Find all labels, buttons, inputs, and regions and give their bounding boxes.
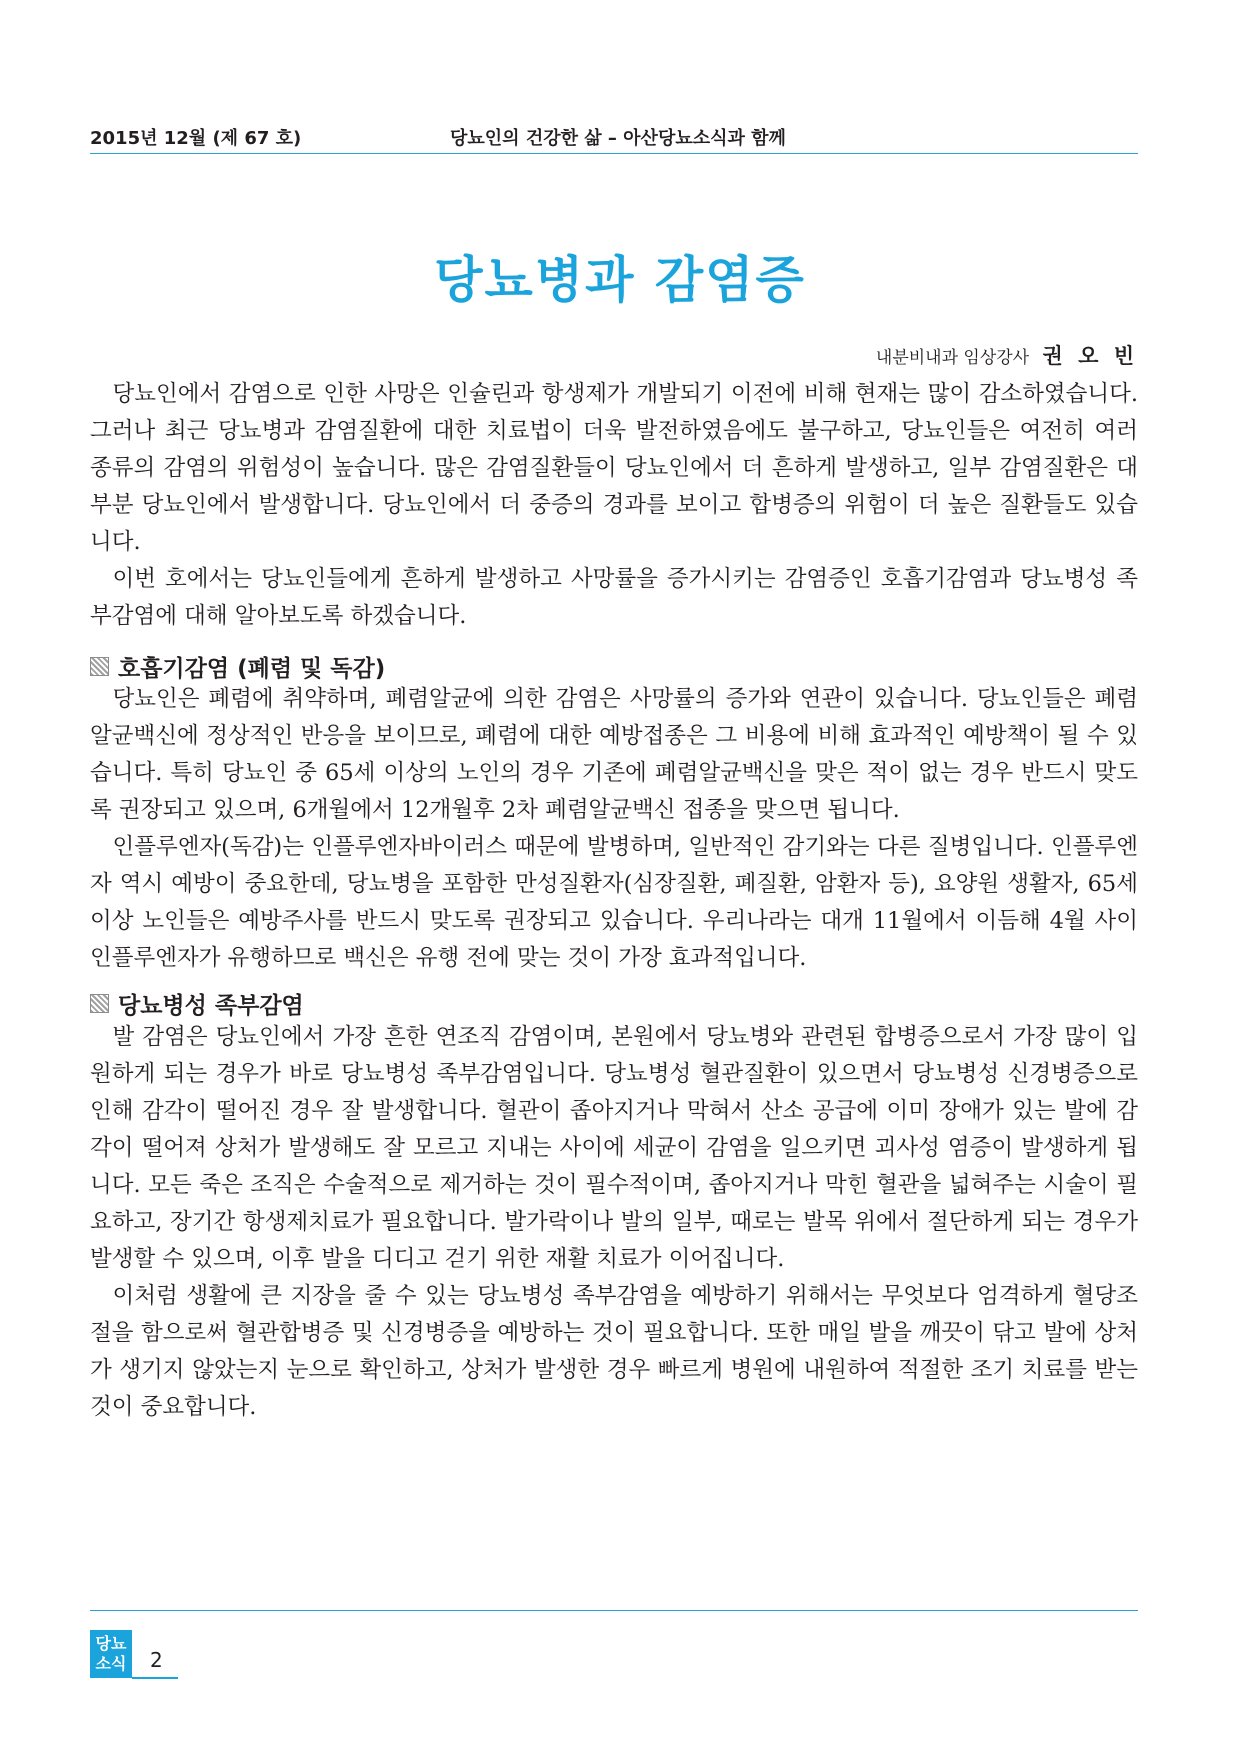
newsletter-logo — [90, 1630, 132, 1678]
footer-rule — [90, 1610, 1138, 1611]
section-heading-label: 호흡기감염 (폐렴 및 독감) — [118, 656, 386, 682]
issue-date: 2015년 12월 (제 67 호) — [90, 128, 302, 149]
intro-paragraph: 당뇨인에서 감염으로 인한 사망은 인슐린과 항생제가 개발되기 이전에 비해 현재는 많이 감소하였습니다. 그러나 최근 당뇨병과 감염질환에 대한 치료법이 더욱 발전하였음에도 불구하고, 당뇨인들은 여전히 여러 종류의 감염의 위험성이 높습니다. 많은 감염질환들이 당뇨인에서 더 흔하게 발생하고, 일부 감염질환은 대부분 당뇨인에서 발생합니다. 당뇨인에서 더 중증의 경과를 보이고 합병증의 위험이 더 높은 질환들도 있습니다. — [90, 381, 1138, 555]
author-line — [876, 340, 1138, 370]
section-body-foot-infection — [90, 1019, 1138, 1426]
author-affiliation: 내분비내과 임상강사 — [875, 348, 1030, 368]
hatched-square-icon — [90, 994, 109, 1013]
body-paragraph: 인플루엔자(독감)는 인플루엔자바이러스 때문에 발병하며, 일반적인 감기와는 다른 질병입니다. 인플루엔자 역시 예방이 중요한데, 당뇨병을 포함한 만성질환자(심장질환, 폐질환, 암환자 등), 요양원 생활자, 65세 이상 노인들은 예방주사를 반드시 맞도록 권장되고 있습니다. 우리나라는 대개 11월에서 이듬해 4월 사이 인플루엔자가 유행하므로 백신은 유행 전에 맞는 것이 가장 효과적입니다. — [90, 834, 1138, 971]
section-heading-foot-infection — [90, 987, 304, 1020]
article-title: 당뇨병과 감염증 — [434, 251, 806, 309]
body-paragraph: 발 감염은 당뇨인에서 가장 흔한 연조직 감염이며, 본원에서 당뇨병와 관련된 합병증으로서 가장 많이 입원하게 되는 경우가 바로 당뇨병성 족부감염입니다. 당뇨병성 혈관질환이 있으면서 당뇨병성 신경병증으로 인해 감각이 떨어진 경우 잘 발생합니다. 혈관이 좁아지거나 막혀서 산소 공급에 이미 장애가 있는 발에 감각이 떨어져 상처가 발생해도 잘 모르고 지내는 사이에 세균이 감염을 일으키면 괴사성 염증이 발생하게 됩니다. 모든 죽은 조직은 수술적으로 제거하는 것이 필수적이며, 좁아지거나 막힌 혈관을 넓혀주는 시술이 필요하고, 장기간 항생제치료가 필요합니다. 발가락이나 발의 일부, 때로는 발목 위에서 절단하게 되는 경우가 발생할 수 있으며, 이후 발을 디디고 걷기 위한 재활 치료가 이어집니다. — [90, 1024, 1138, 1272]
intro-paragraph: 이번 호에서는 당뇨인들에게 흔하게 발생하고 사망률을 증가시키는 감염증인 호흡기감염과 당뇨병성 족부감염에 대해 알아보도록 하겠습니다. — [90, 566, 1138, 629]
section-body-respiratory — [90, 681, 1138, 977]
section-heading-respiratory — [90, 650, 385, 683]
newsletter-slogan: 당뇨인의 건강한 삶 – 아산당뇨소식과 함께 — [450, 128, 786, 149]
page-number: 2 — [150, 1648, 163, 1672]
author-name: 권 오 빈 — [1042, 344, 1138, 368]
running-header — [90, 124, 1138, 154]
footer-underline — [132, 1677, 178, 1679]
body-paragraph: 당뇨인은 폐렴에 취약하며, 폐렴알균에 의한 감염은 사망률의 증가와 연관이 있습니다. 당뇨인들은 폐렴알균백신에 정상적인 반응을 보이므로, 폐렴에 대한 예방접종은 그 비용에 비해 효과적인 예방책이 될 수 있습니다. 특히 당뇨인 중 65세 이상의 노인의 경우 기존에 폐렴알균백신을 맞은 적이 없는 경우 반드시 맞도록 권장되고 있으며, 6개월에서 12개월후 2차 폐렴알균백신 접종을 맞으면 됩니다. — [90, 686, 1138, 823]
intro-block — [90, 376, 1138, 635]
section-heading-label: 당뇨병성 족부감염 — [118, 993, 304, 1019]
header-rule — [90, 153, 1138, 154]
logo-line: 소식 — [95, 1654, 127, 1673]
body-paragraph: 이처럼 생활에 큰 지장을 줄 수 있는 당뇨병성 족부감염을 예방하기 위해서는 무엇보다 엄격하게 혈당조절을 함으로써 혈관합병증 및 신경병증을 예방하는 것이 필요합니다. 또한 매일 발을 깨끗이 닦고 발에 상처가 생기지 않았는지 눈으로 확인하고, 상처가 발생한 경우 빠르게 병원에 내원하여 적절한 조기 치료를 받는 것이 중요합니다. — [90, 1283, 1138, 1420]
logo-line: 당뇨 — [95, 1634, 127, 1653]
hatched-square-icon — [90, 657, 109, 676]
